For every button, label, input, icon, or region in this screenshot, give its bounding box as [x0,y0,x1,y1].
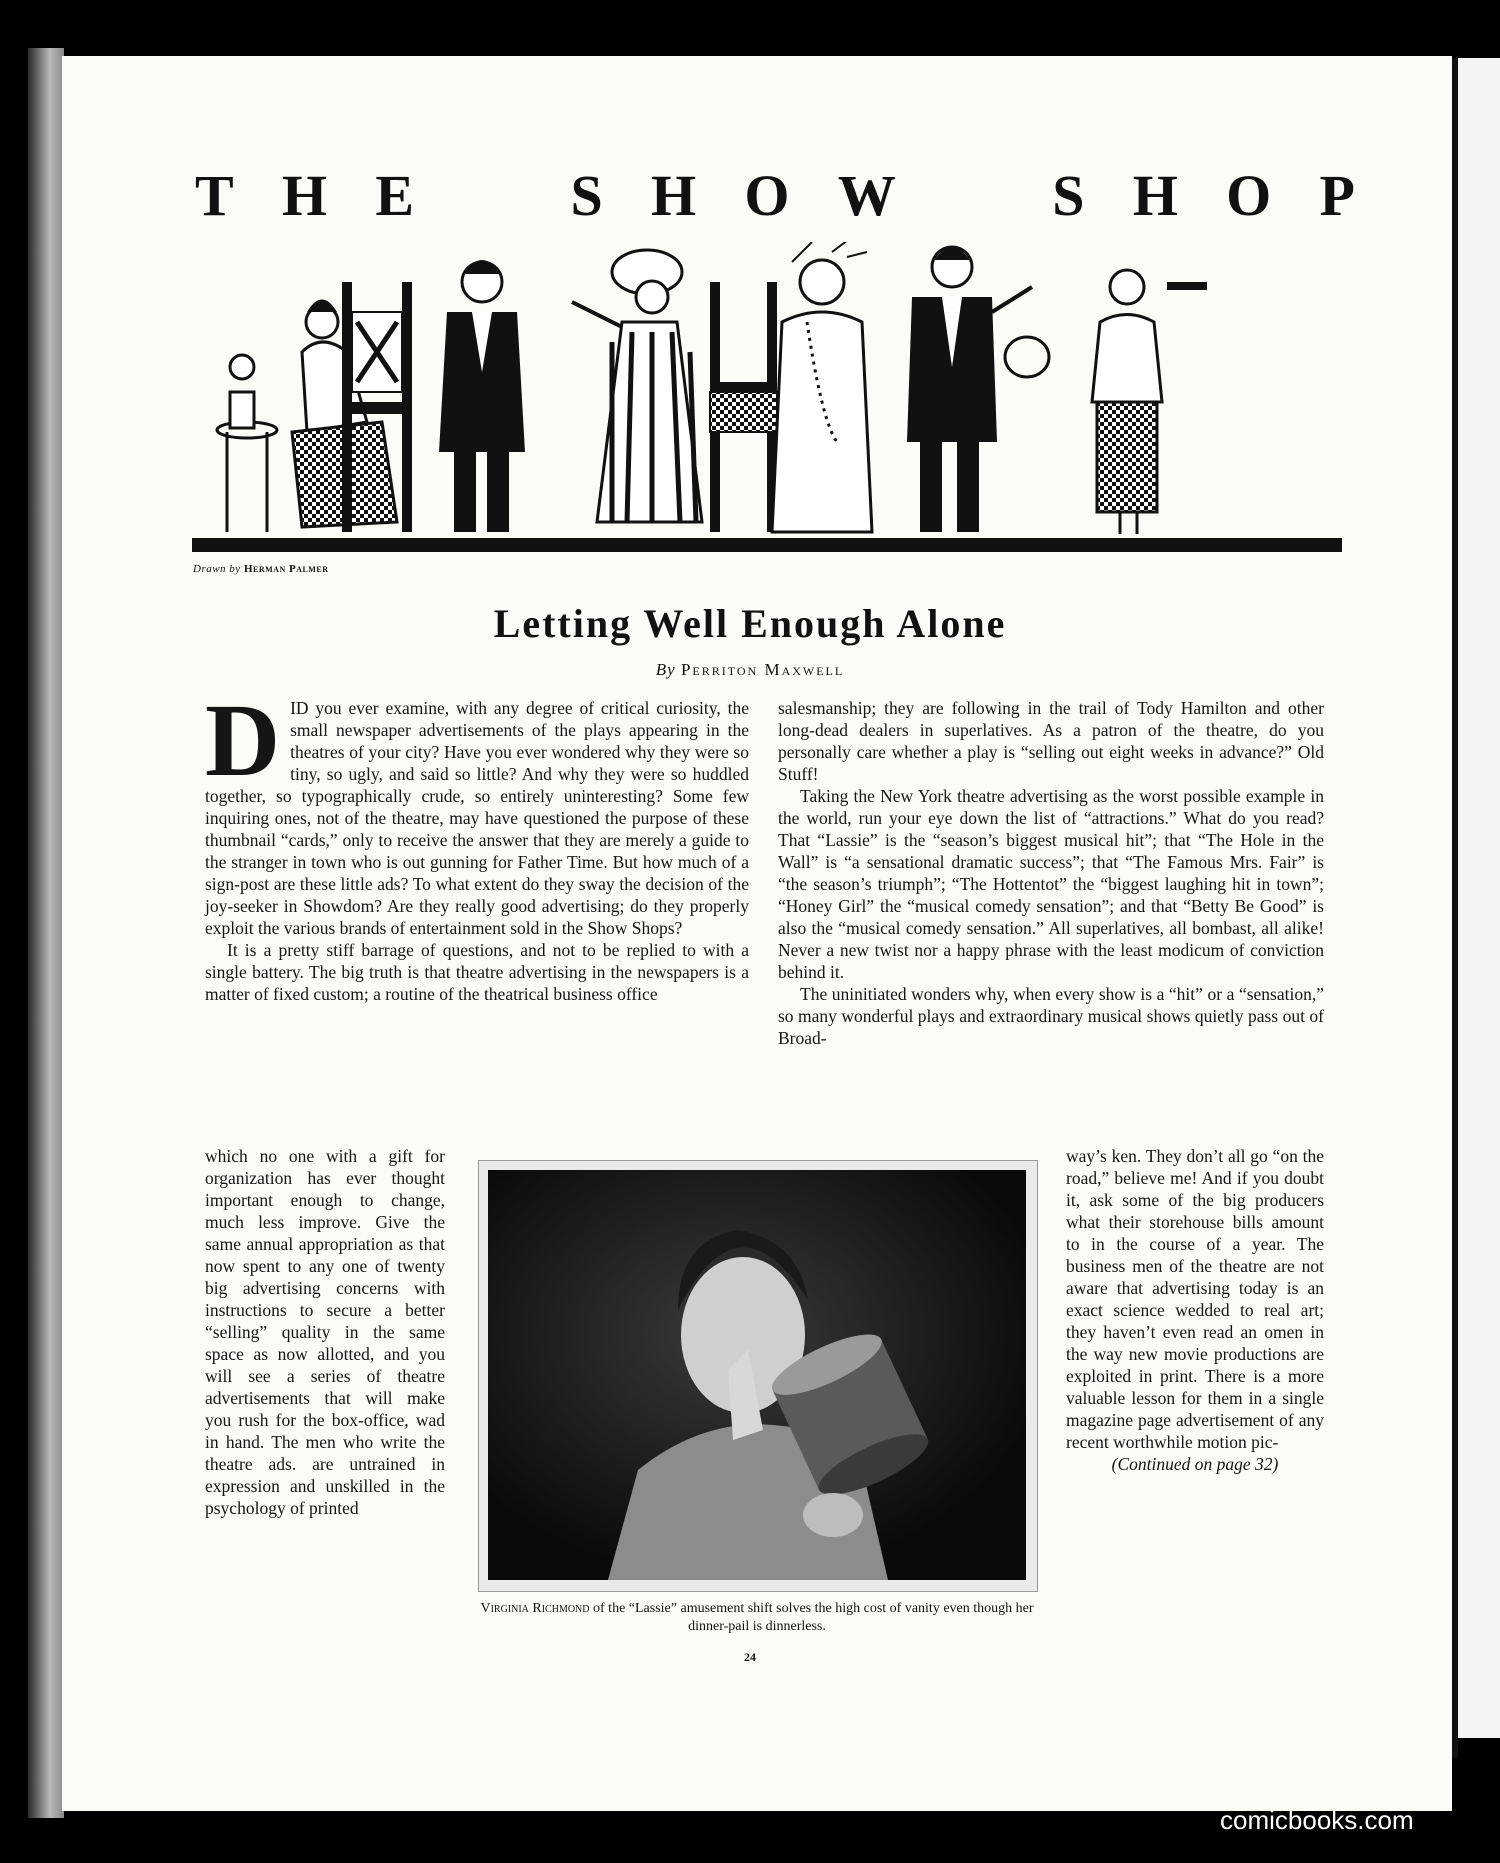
credit-artist: Herman Palmer [243,563,329,575]
woman-striped-dress [572,250,702,522]
paragraph: The uninitiated wonders why, when every show is a “hit” or a “sensation,” so many wonderful plays and extraordinary musical shows quietly pass out of Broad- [778,984,1324,1048]
article-title: Letting Well Enough Alone [493,601,1007,646]
masthead-letter: T [195,162,234,228]
caption-name: Virginia Richmond [480,1601,590,1616]
man-in-tuxedo-right [907,247,1049,532]
continued-note: (Continued on page 32) [1111,1454,1279,1474]
right-column [778,697,1324,1049]
masthead-letter: W [837,162,896,228]
woman-with-tray [1092,270,1207,534]
masthead-letter: P [1319,162,1355,228]
facing-page-edge [1458,58,1500,1738]
watermark: comicbooks.com [1220,1805,1414,1835]
credit-prefix: Drawn by [193,563,241,575]
right-narrow-column [1066,1145,1324,1475]
masthead-letter: E [375,162,414,228]
byline-prefix: By [655,660,676,679]
woman-with-beads [772,242,872,532]
table-figure [217,355,277,532]
paragraph: It is a pretty stiff barrage of questions, and not to be replied to with a single battery. The big truth is that theatre advertising in the newspapers is a matter of fixed custom; a routine of the theatrical business office [205,940,749,1004]
masthead-letter: O [1226,162,1272,228]
masthead [195,160,1355,230]
paragraph: Taking the New York theatre advertising as the worst possible example in the world, run your eye down the list of “attractions.” What do you read? That “Lassie” is the “season’s biggest musical hit”; that “The Hole in the Wall” is “a sensational dramatic success”; that “The Famous Mrs. Fair” is “the season’s triumph”; “The Hottentot” the “biggest laughing hit in town”; “Honey Girl” the “musical comedy sensation”; and that “Betty Be Good” is also the “musical comedy sensation.” All superlatives, all bombast, all alike! Never a new twist nor a happy phrase with the least modicum of conviction behind it. [778,786,1324,982]
photo-caption [478,1600,1036,1636]
paragraph: which no one with a gift for organization has ever thought important enough to change, much less improve. Give the same annual appropriation as that now spent to any one of twenty big advertising concerns with instructions to secure a better “selling” quality in the same space as now allotted, and you will see a series of theatre advertisements that will make you rush for the box-office, wad in hand. The men who write the theatre ads. are untrained in expression and unskilled in the psychology of printed [205,1146,445,1518]
paragraph-text: ID you ever examine, with any degree of critical curiosity, the small newspaper advertisements of the plays appearing in the theatres of your city? Have you ever wondered why they were so tiny, so ugly, and said so little? And why they were so huddled together, so typographically crude, so entirely uninteresting? Some few inquiring ones, not of the theatre, may have questioned the purpose of these thumbnail “cards,” only to receive the answer that they are merely a guide to the stranger in town who is out gunning for Father Time. But how much of a sign-post are these little ads? To what extent do they sway the decision of the joy-seeker in Showdom? Are they really good advertising; do they properly exploit the various brands of entertainment sold in the Show Shops? [205,698,749,938]
paragraph: salesmanship; they are following in the trail of Tody Hamilton and other long-dead dealers in superlatives. As a patron of the theatre, do you personally care whether a play is “selling out eight weeks in advance?” Old Stuff! [778,698,1324,784]
header-illustration [192,242,1342,552]
paragraph [205,683,749,939]
masthead-letter: O [744,162,790,228]
drop-cap: D [205,683,281,798]
book-binding [28,48,64,1818]
masthead-letter: S [570,162,603,228]
masthead-letter: H [281,162,328,228]
author-name: Perriton Maxwell [680,660,845,679]
photo-virginia-richmond [488,1170,1026,1580]
page-number: 24 [744,1650,756,1664]
illustration-credit [193,563,328,575]
byline [0,660,1500,680]
paragraph: way’s ken. They don’t all go “on the road,” believe me! And if you doubt it, ask some of the big producers what their storehouse bills amount to in the course of a year. The business men of the theatre are not aware that advertising today is an exact science wedded to real art; they haven’t even read an omen in the way new movie productions are exploited in print. There is a more valuable lesson for them in a single magazine page advertisement of any recent worthwhile motion pic- [1066,1146,1324,1452]
left-narrow-column [205,1145,445,1519]
masthead-letter: S [1052,162,1085,228]
left-column [205,683,749,1005]
man-in-tuxedo-left [439,260,525,532]
chair-right [710,282,777,532]
masthead-letter: H [651,162,697,228]
masthead-letter: H [1132,162,1178,228]
caption-text: of the “Lassie” amusement shift solves the high cost of vanity even though her dinner-pail is dinnerless. [593,1601,1034,1634]
